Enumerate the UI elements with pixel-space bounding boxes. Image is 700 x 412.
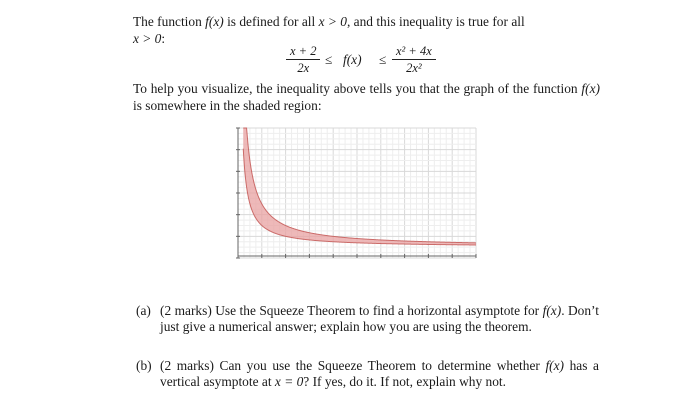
intro-paragraph: The function f(x) is defined for all x > 0, and this inequality is true for all x > 0: [133,14,525,46]
question-b-label: (b) [136,358,152,373]
shaded-region [243,128,476,245]
question-a [136,303,599,335]
question-a-text: (2 marks) Use the Squeeze Theorem to find a horizontal asymptote for f(x). Don’t just give a numerical answer; explain how you are using the theorem. [160,303,599,334]
upper-bound-fraction: x² + 4x 2x² [392,44,436,75]
function-middle: f(x) [343,52,362,67]
chart-marks [243,128,476,245]
visualize-paragraph: To help you visualize, the inequality above tells you that the graph of the function f(x) is somewhere in the shaded region: [133,81,600,113]
function-symbol: f(x) [205,14,224,29]
domain-condition-2: x > 0 [133,31,162,46]
question-b [136,358,599,390]
lower-bound-fraction: x + 2 2x [286,44,320,75]
question-b-text: (2 marks) Can you use the Squeeze Theorem to determine whether f(x) has a vertical asymptote at x = 0? If yes, do it. If not, explain why not. [160,358,599,389]
less-equal-1: ≤ [325,52,333,67]
domain-condition: x > 0 [318,14,347,29]
question-a-label: (a) [136,303,151,318]
less-equal-2: ≤ [379,52,387,67]
function-symbol: f(x) [581,81,600,96]
shaded-region-chart [232,124,482,264]
